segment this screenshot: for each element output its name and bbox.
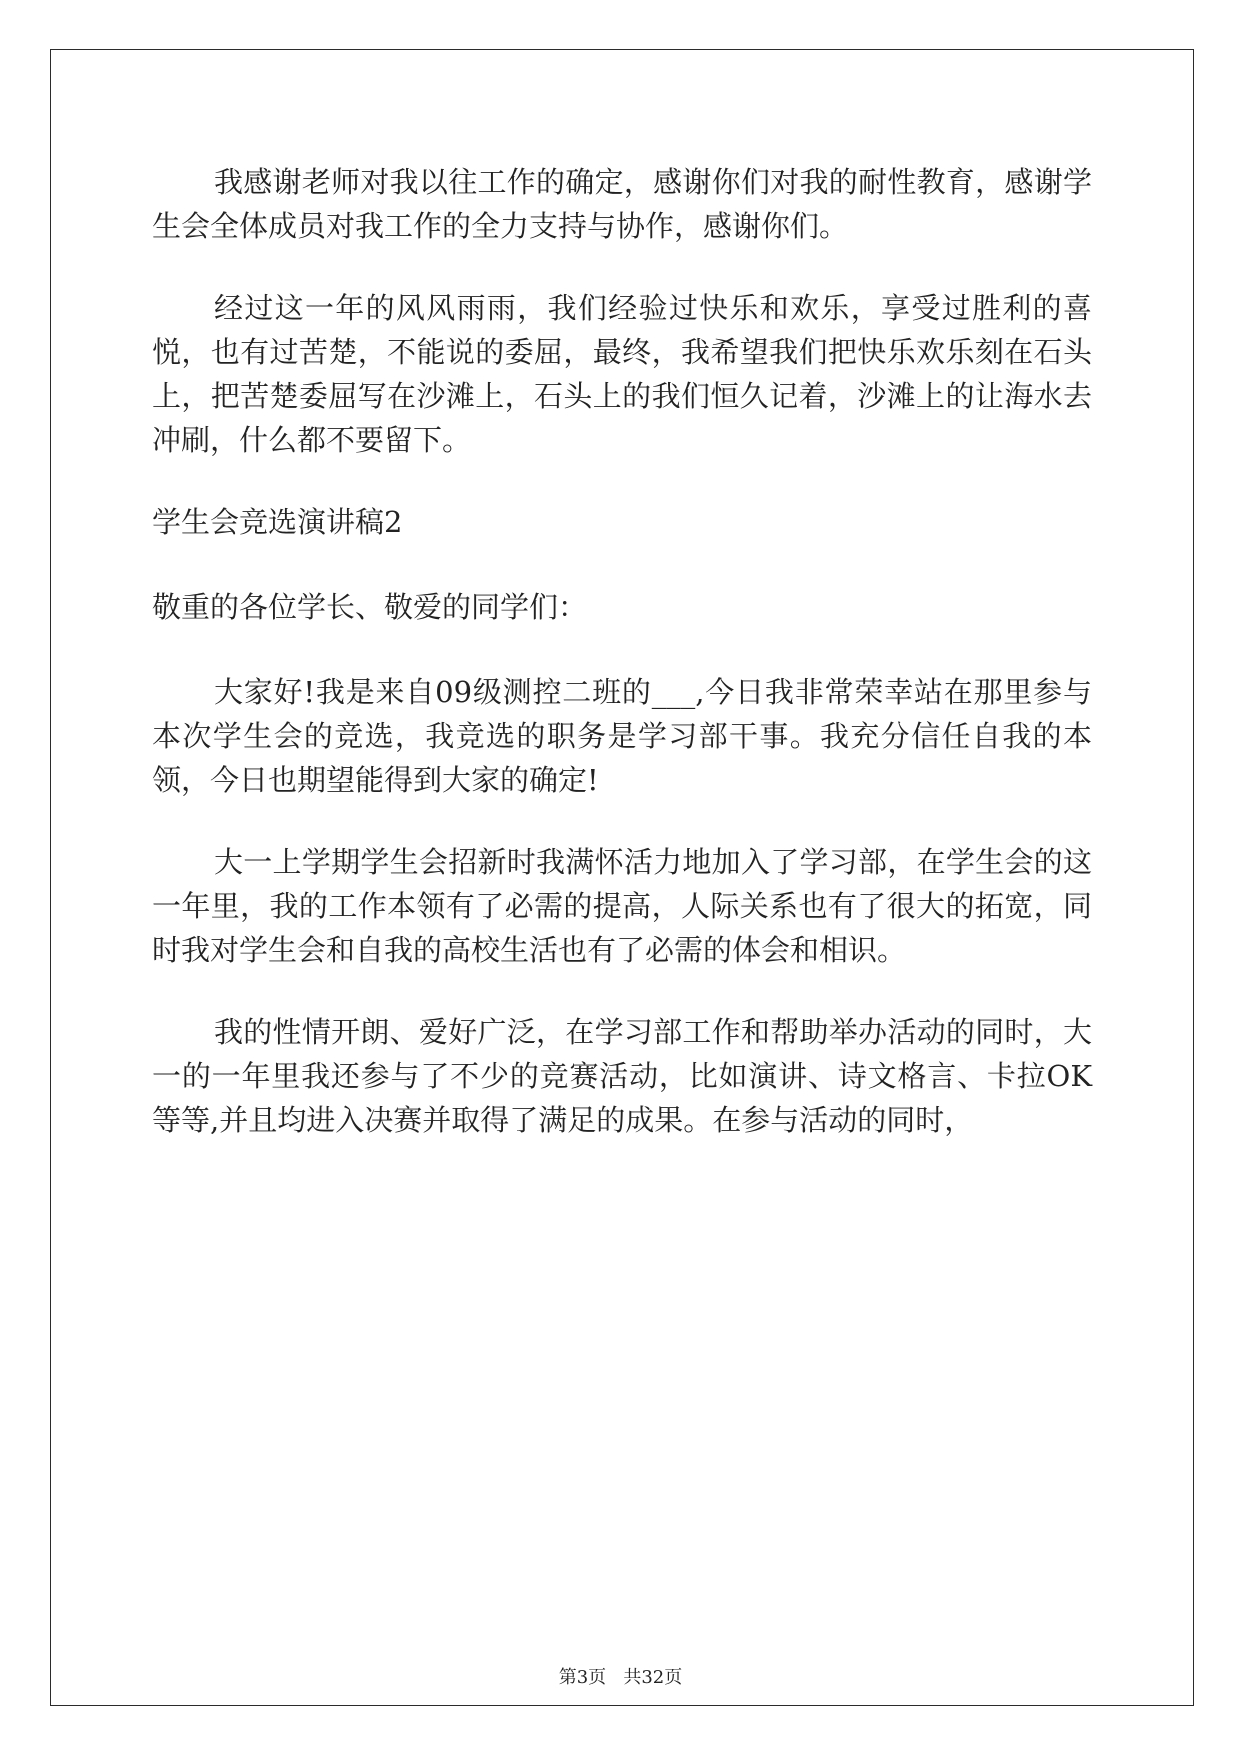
page-number: 第3页 共32页 xyxy=(558,1667,683,1688)
paragraph-reflection: 经过这一年的风风雨雨，我们经验过快乐和欢乐，享受过胜利的喜悦，也有过苦楚，不能说的委屈，最终，我希望我们把快乐欢乐刻在石头上，把苦楚委屈写在沙滩上，石头上的我们恒久记着，沙滩上的让海水去冲刷，什么都不要留下。 xyxy=(152,291,1092,457)
paragraph-thanks: 我感谢老师对我以往工作的确定，感谢你们对我的耐性教育，感谢学生会全体成员对我工作的全力支持与协作，感谢你们。 xyxy=(152,165,1092,243)
paragraph-introduction: 大家好!我是来自09级测控二班的___,今日我非常荣幸站在那里参与本次学生会的竞选，我竞选的职务是学习部干事。我充分信任自我的本领，今日也期望能得到大家的确定! xyxy=(152,675,1092,797)
paragraph-activities: 我的性情开朗、爱好广泛，在学习部工作和帮助举办活动的同时，大一的一年里我还参与了不少的竞赛活动，比如演讲、诗文格言、卡拉OK等等,并且均进入决赛并取得了满足的成果。在参与活动的同时， xyxy=(152,1015,1092,1137)
salutation: 敬重的各位学长、敬爱的同学们： xyxy=(152,590,588,624)
section-heading: 学生会竞选演讲稿2 xyxy=(152,505,403,539)
document-body xyxy=(152,160,1092,1180)
paragraph-experience: 大一上学期学生会招新时我满怀活力地加入了学习部，在学生会的这一年里，我的工作本领有了必需的提高，人际关系也有了很大的拓宽，同时我对学生会和自我的高校生活也有了必需的体会和相识。 xyxy=(152,845,1092,967)
